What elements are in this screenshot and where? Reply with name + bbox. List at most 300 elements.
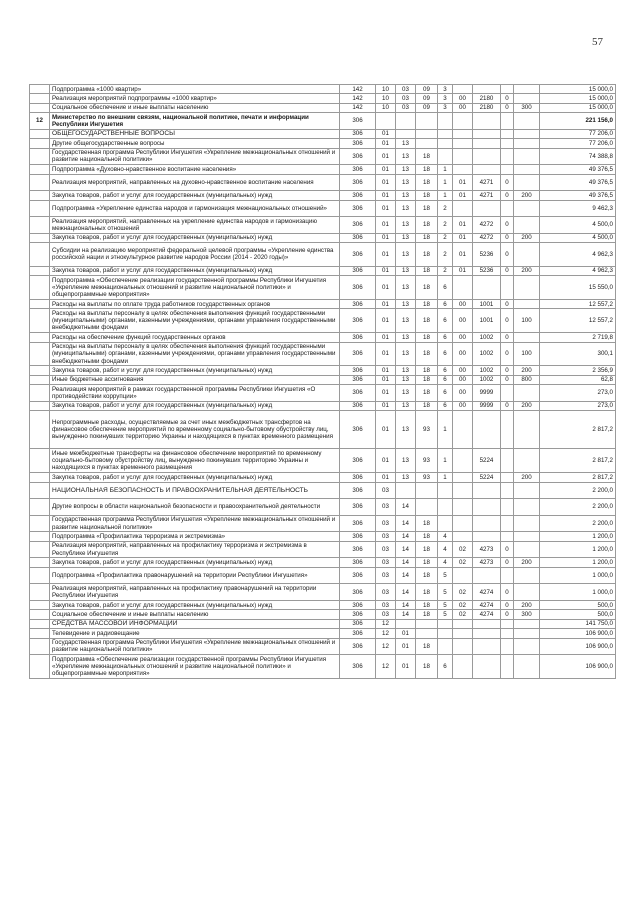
code-direction-cell xyxy=(473,619,501,628)
code-digit-cell xyxy=(501,148,514,165)
code-digit-cell: 0 xyxy=(501,333,514,342)
code-event-cell xyxy=(453,200,473,217)
code-admin-cell: 306 xyxy=(340,148,376,165)
code-program-cell xyxy=(416,139,438,148)
code-section-cell: 10 xyxy=(376,85,396,94)
code-direction-cell xyxy=(473,200,501,217)
code-event-cell xyxy=(453,629,473,638)
code-digit-cell: 0 xyxy=(501,375,514,384)
code-subprogram-cell: 1 xyxy=(438,191,453,200)
code-program-cell: 18 xyxy=(416,174,438,191)
code-program-cell: 18 xyxy=(416,333,438,342)
code-digit-cell xyxy=(501,655,514,679)
budget-table-body xyxy=(30,85,616,679)
code-digit-cell xyxy=(501,499,514,516)
code-program-cell: 18 xyxy=(416,655,438,679)
code-event-cell xyxy=(453,515,473,532)
code-event-cell: 00 xyxy=(453,366,473,375)
code-expense-type-cell: 300 xyxy=(514,610,540,619)
code-direction-cell xyxy=(473,499,501,516)
code-digit-cell xyxy=(501,85,514,94)
code-section-cell: 01 xyxy=(376,333,396,342)
code-program-cell xyxy=(416,499,438,516)
table-row xyxy=(30,333,616,342)
code-subsection-cell: 13 xyxy=(396,266,416,275)
code-direction-cell xyxy=(473,85,501,94)
table-row xyxy=(30,541,616,558)
code-program-cell: 18 xyxy=(416,401,438,410)
code-program-cell: 18 xyxy=(416,342,438,366)
code-digit-cell: 0 xyxy=(501,103,514,112)
code-event-cell: 01 xyxy=(453,217,473,234)
row-name-cell: Подпрограмма «Профилактика терроризма и экстремизма» xyxy=(50,532,340,541)
code-subprogram-cell: 1 xyxy=(438,473,453,482)
code-subprogram-cell: 4 xyxy=(438,541,453,558)
table-row xyxy=(30,85,616,94)
code-event-cell xyxy=(453,113,473,130)
code-event-cell xyxy=(453,85,473,94)
code-direction-cell xyxy=(473,482,501,499)
amount-cell: 49 376,5 xyxy=(540,174,616,191)
amount-cell: 15 000,0 xyxy=(540,85,616,94)
row-number-cell xyxy=(30,276,50,300)
amount-cell: 4 500,0 xyxy=(540,217,616,234)
code-section-cell: 03 xyxy=(376,584,396,601)
code-direction-cell: 1001 xyxy=(473,300,501,309)
row-name-cell: Подпрограмма «Профилактика правонарушений на территории Республики Ингушетия» xyxy=(50,567,340,584)
code-expense-type-cell xyxy=(514,94,540,103)
code-admin-cell: 306 xyxy=(340,515,376,532)
amount-cell: 273,0 xyxy=(540,401,616,410)
row-number-cell xyxy=(30,600,50,609)
code-program-cell: 18 xyxy=(416,309,438,333)
code-section-cell: 01 xyxy=(376,411,396,449)
code-event-cell: 00 xyxy=(453,309,473,333)
amount-cell: 2 200,0 xyxy=(540,499,616,516)
row-name-cell: Расходы на выплаты по оплате труда работников государственных органов xyxy=(50,300,340,309)
code-event-cell: 00 xyxy=(453,333,473,342)
table-row xyxy=(30,113,616,130)
code-admin-cell: 306 xyxy=(340,532,376,541)
table-row xyxy=(30,375,616,384)
code-admin-cell: 306 xyxy=(340,629,376,638)
code-subprogram-cell xyxy=(438,638,453,655)
code-program-cell: 18 xyxy=(416,558,438,567)
code-program-cell: 93 xyxy=(416,449,438,473)
row-name-cell: СРЕДСТВА МАССОВОЙ ИНФОРМАЦИИ xyxy=(50,619,340,628)
table-row xyxy=(30,200,616,217)
code-admin-cell: 306 xyxy=(340,638,376,655)
amount-cell: 106 900,0 xyxy=(540,655,616,679)
code-subsection-cell: 13 xyxy=(396,200,416,217)
code-subprogram-cell: 5 xyxy=(438,584,453,601)
amount-cell: 2 817,2 xyxy=(540,449,616,473)
code-digit-cell xyxy=(501,113,514,130)
code-digit-cell xyxy=(501,200,514,217)
code-direction-cell: 4271 xyxy=(473,174,501,191)
code-section-cell: 01 xyxy=(376,217,396,234)
code-direction-cell xyxy=(473,638,501,655)
code-digit-cell: 0 xyxy=(501,94,514,103)
row-name-cell: Расходы на выплаты персоналу в целях обеспечения выполнения функций государственными (муниципальными) органами, казенными учреждениями, органами управления государственными внебюджетными фондами xyxy=(50,309,340,333)
table-row xyxy=(30,584,616,601)
row-number-cell: 12 xyxy=(30,113,50,130)
code-section-cell: 01 xyxy=(376,300,396,309)
table-row xyxy=(30,411,616,449)
row-name-cell: НАЦИОНАЛЬНАЯ БЕЗОПАСНОСТЬ И ПРАВООХРАНИТЕЛЬНАЯ ДЕЯТЕЛЬНОСТЬ xyxy=(50,482,340,499)
amount-cell: 49 376,5 xyxy=(540,165,616,174)
code-event-cell: 00 xyxy=(453,94,473,103)
code-section-cell xyxy=(376,113,396,130)
code-subprogram-cell: 3 xyxy=(438,94,453,103)
row-number-cell xyxy=(30,638,50,655)
code-subsection-cell: 01 xyxy=(396,655,416,679)
code-section-cell: 12 xyxy=(376,655,396,679)
code-subprogram-cell xyxy=(438,515,453,532)
row-number-cell xyxy=(30,619,50,628)
row-number-cell xyxy=(30,558,50,567)
code-event-cell: 00 xyxy=(453,300,473,309)
code-section-cell: 10 xyxy=(376,94,396,103)
code-admin-cell: 306 xyxy=(340,191,376,200)
code-section-cell: 03 xyxy=(376,499,396,516)
code-event-cell: 02 xyxy=(453,584,473,601)
row-number-cell xyxy=(30,233,50,242)
code-digit-cell xyxy=(501,619,514,628)
code-admin-cell: 306 xyxy=(340,342,376,366)
code-admin-cell: 142 xyxy=(340,85,376,94)
code-subsection-cell: 01 xyxy=(396,629,416,638)
code-section-cell: 01 xyxy=(376,233,396,242)
code-expense-type-cell: 100 xyxy=(514,309,540,333)
row-name-cell: Реализация мероприятий в рамках государственной программы Республики Ингушетия «О противодействии коррупции» xyxy=(50,385,340,402)
code-subprogram-cell: 6 xyxy=(438,333,453,342)
table-row xyxy=(30,567,616,584)
row-name-cell: Субсидии на реализацию мероприятий федеральной целевой программы «Укрепление единства российской нации и этнокультурное развитие народов России (2014 - 2020 годы)» xyxy=(50,243,340,267)
row-name-cell: Реализация мероприятий, направленных на профилактику терроризма и экстремизма в Республике Ингушетия xyxy=(50,541,340,558)
code-subprogram-cell xyxy=(438,129,453,138)
amount-cell: 500,0 xyxy=(540,610,616,619)
code-subprogram-cell: 1 xyxy=(438,449,453,473)
code-subprogram-cell: 3 xyxy=(438,85,453,94)
code-admin-cell: 306 xyxy=(340,385,376,402)
code-event-cell xyxy=(453,655,473,679)
amount-cell: 1 200,0 xyxy=(540,541,616,558)
row-number-cell xyxy=(30,411,50,449)
code-admin-cell: 306 xyxy=(340,174,376,191)
row-number-cell xyxy=(30,567,50,584)
row-number-cell xyxy=(30,366,50,375)
code-admin-cell: 306 xyxy=(340,243,376,267)
row-number-cell xyxy=(30,148,50,165)
amount-cell: 2 200,0 xyxy=(540,515,616,532)
row-number-cell xyxy=(30,309,50,333)
code-section-cell: 01 xyxy=(376,473,396,482)
code-direction-cell: 9999 xyxy=(473,385,501,402)
code-admin-cell: 306 xyxy=(340,499,376,516)
code-subprogram-cell: 6 xyxy=(438,300,453,309)
code-section-cell: 01 xyxy=(376,165,396,174)
code-event-cell xyxy=(453,638,473,655)
code-subsection-cell: 14 xyxy=(396,610,416,619)
row-number-cell xyxy=(30,499,50,516)
code-subsection-cell: 14 xyxy=(396,558,416,567)
code-subprogram-cell xyxy=(438,629,453,638)
row-name-cell: Подпрограмма «Обеспечение реализации государственной программы Республики Ингушетия «Укрепление межнациональных отношений и развитие национальной политики» и общепрограммные мероприятия» xyxy=(50,276,340,300)
row-number-cell xyxy=(30,266,50,275)
code-subsection-cell: 14 xyxy=(396,532,416,541)
code-subsection-cell: 13 xyxy=(396,217,416,234)
row-number-cell xyxy=(30,375,50,384)
row-name-cell: Закупка товаров, работ и услуг для государственных (муниципальных) нужд xyxy=(50,401,340,410)
amount-cell: 1 000,0 xyxy=(540,567,616,584)
table-row xyxy=(30,94,616,103)
code-digit-cell: 0 xyxy=(501,401,514,410)
code-event-cell xyxy=(453,482,473,499)
code-admin-cell: 306 xyxy=(340,217,376,234)
code-section-cell: 01 xyxy=(376,129,396,138)
code-event-cell: 00 xyxy=(453,401,473,410)
amount-cell: 2 356,9 xyxy=(540,366,616,375)
code-program-cell xyxy=(416,482,438,499)
code-digit-cell: 0 xyxy=(501,174,514,191)
code-program-cell: 18 xyxy=(416,584,438,601)
code-subprogram-cell xyxy=(438,482,453,499)
code-subsection-cell: 13 xyxy=(396,309,416,333)
code-event-cell xyxy=(453,567,473,584)
table-row xyxy=(30,499,616,516)
code-digit-cell xyxy=(501,165,514,174)
code-direction-cell: 4274 xyxy=(473,600,501,609)
code-digit-cell: 0 xyxy=(501,558,514,567)
code-subprogram-cell: 4 xyxy=(438,558,453,567)
table-row xyxy=(30,129,616,138)
code-admin-cell: 306 xyxy=(340,541,376,558)
amount-cell: 77 206,0 xyxy=(540,139,616,148)
code-expense-type-cell xyxy=(514,482,540,499)
code-expense-type-cell xyxy=(514,165,540,174)
code-subsection-cell: 13 xyxy=(396,233,416,242)
code-event-cell xyxy=(453,499,473,516)
code-expense-type-cell xyxy=(514,515,540,532)
code-expense-type-cell: 800 xyxy=(514,375,540,384)
code-direction-cell xyxy=(473,129,501,138)
code-section-cell: 01 xyxy=(376,342,396,366)
code-section-cell: 01 xyxy=(376,309,396,333)
code-event-cell xyxy=(453,276,473,300)
row-number-cell xyxy=(30,200,50,217)
code-event-cell xyxy=(453,473,473,482)
code-event-cell: 01 xyxy=(453,233,473,242)
code-program-cell: 18 xyxy=(416,217,438,234)
table-row xyxy=(30,139,616,148)
row-name-cell: Реализация мероприятий подпрограммы «1000 квартир» xyxy=(50,94,340,103)
code-digit-cell xyxy=(501,449,514,473)
budget-table xyxy=(29,84,616,679)
code-admin-cell: 306 xyxy=(340,276,376,300)
code-subprogram-cell: 1 xyxy=(438,411,453,449)
code-subprogram-cell: 6 xyxy=(438,276,453,300)
code-expense-type-cell xyxy=(514,385,540,402)
code-section-cell: 03 xyxy=(376,515,396,532)
amount-cell: 273,0 xyxy=(540,385,616,402)
code-event-cell: 00 xyxy=(453,342,473,366)
code-expense-type-cell: 200 xyxy=(514,266,540,275)
code-subsection-cell: 01 xyxy=(396,638,416,655)
table-row xyxy=(30,148,616,165)
code-admin-cell: 306 xyxy=(340,401,376,410)
code-admin-cell: 306 xyxy=(340,449,376,473)
code-section-cell: 01 xyxy=(376,139,396,148)
code-digit-cell xyxy=(501,385,514,402)
code-event-cell: 00 xyxy=(453,375,473,384)
code-direction-cell: 4271 xyxy=(473,191,501,200)
code-section-cell: 01 xyxy=(376,276,396,300)
row-number-cell xyxy=(30,342,50,366)
row-number-cell xyxy=(30,515,50,532)
row-name-cell: Закупка товаров, работ и услуг для государственных (муниципальных) нужд xyxy=(50,600,340,609)
code-event-cell: 00 xyxy=(453,385,473,402)
code-direction-cell xyxy=(473,567,501,584)
code-subsection-cell: 14 xyxy=(396,499,416,516)
code-expense-type-cell: 200 xyxy=(514,558,540,567)
code-expense-type-cell: 200 xyxy=(514,401,540,410)
row-name-cell: Закупка товаров, работ и услуг для государственных (муниципальных) нужд xyxy=(50,233,340,242)
row-name-cell: Подпрограмма «1000 квартир» xyxy=(50,85,340,94)
code-direction-cell: 2180 xyxy=(473,94,501,103)
row-number-cell xyxy=(30,94,50,103)
code-subprogram-cell: 6 xyxy=(438,385,453,402)
code-expense-type-cell xyxy=(514,532,540,541)
code-direction-cell: 1002 xyxy=(473,333,501,342)
code-admin-cell: 306 xyxy=(340,600,376,609)
code-event-cell: 01 xyxy=(453,191,473,200)
code-digit-cell: 0 xyxy=(501,217,514,234)
code-digit-cell: 0 xyxy=(501,243,514,267)
row-name-cell: Закупка товаров, работ и услуг для государственных (муниципальных) нужд xyxy=(50,266,340,275)
code-expense-type-cell xyxy=(514,113,540,130)
amount-cell: 1 000,0 xyxy=(540,584,616,601)
table-row xyxy=(30,385,616,402)
code-expense-type-cell xyxy=(514,333,540,342)
code-section-cell: 01 xyxy=(376,385,396,402)
code-subsection-cell xyxy=(396,113,416,130)
amount-cell: 4 962,3 xyxy=(540,266,616,275)
code-program-cell: 18 xyxy=(416,567,438,584)
code-subprogram-cell: 2 xyxy=(438,233,453,242)
code-admin-cell: 306 xyxy=(340,411,376,449)
row-name-cell: Подпрограмма «Обеспечение реализации государственной программы Республики Ингушетия «Укрепление межнациональных отношений и развитие национальной политики» и общепрограммные мероприятия» xyxy=(50,655,340,679)
code-subprogram-cell: 3 xyxy=(438,103,453,112)
code-event-cell: 02 xyxy=(453,610,473,619)
code-expense-type-cell: 100 xyxy=(514,342,540,366)
code-digit-cell: 0 xyxy=(501,600,514,609)
table-row xyxy=(30,174,616,191)
amount-cell: 106 900,0 xyxy=(540,638,616,655)
code-subprogram-cell: 6 xyxy=(438,375,453,384)
row-number-cell xyxy=(30,129,50,138)
code-digit-cell: 0 xyxy=(501,266,514,275)
table-row xyxy=(30,532,616,541)
code-subprogram-cell xyxy=(438,113,453,130)
code-expense-type-cell: 200 xyxy=(514,366,540,375)
code-subprogram-cell: 2 xyxy=(438,243,453,267)
code-subsection-cell: 13 xyxy=(396,300,416,309)
code-section-cell: 12 xyxy=(376,638,396,655)
code-direction-cell: 4274 xyxy=(473,584,501,601)
code-subsection-cell: 14 xyxy=(396,515,416,532)
code-subprogram-cell: 6 xyxy=(438,655,453,679)
code-program-cell: 18 xyxy=(416,610,438,619)
code-direction-cell xyxy=(473,148,501,165)
code-subsection-cell: 13 xyxy=(396,174,416,191)
code-program-cell: 18 xyxy=(416,385,438,402)
code-direction-cell xyxy=(473,532,501,541)
amount-cell: 1 200,0 xyxy=(540,558,616,567)
code-subprogram-cell: 2 xyxy=(438,200,453,217)
row-name-cell: Социальное обеспечение и иные выплаты населению xyxy=(50,610,340,619)
code-subsection-cell: 13 xyxy=(396,411,416,449)
row-number-cell xyxy=(30,541,50,558)
code-subsection-cell: 13 xyxy=(396,366,416,375)
code-expense-type-cell xyxy=(514,411,540,449)
code-digit-cell xyxy=(501,139,514,148)
code-expense-type-cell xyxy=(514,449,540,473)
row-number-cell xyxy=(30,584,50,601)
table-row xyxy=(30,300,616,309)
row-number-cell xyxy=(30,191,50,200)
table-row xyxy=(30,600,616,609)
code-subsection-cell xyxy=(396,619,416,628)
code-section-cell: 12 xyxy=(376,619,396,628)
code-event-cell: 02 xyxy=(453,541,473,558)
row-number-cell xyxy=(30,85,50,94)
row-number-cell xyxy=(30,629,50,638)
code-section-cell: 01 xyxy=(376,375,396,384)
code-program-cell: 18 xyxy=(416,165,438,174)
code-digit-cell: 0 xyxy=(501,342,514,366)
code-subsection-cell: 14 xyxy=(396,567,416,584)
table-row xyxy=(30,342,616,366)
code-event-cell xyxy=(453,532,473,541)
code-expense-type-cell xyxy=(514,499,540,516)
table-row xyxy=(30,276,616,300)
code-section-cell: 03 xyxy=(376,532,396,541)
code-subsection-cell: 13 xyxy=(396,333,416,342)
code-expense-type-cell: 200 xyxy=(514,600,540,609)
code-direction-cell xyxy=(473,139,501,148)
code-digit-cell: 0 xyxy=(501,300,514,309)
code-expense-type-cell xyxy=(514,129,540,138)
code-expense-type-cell xyxy=(514,217,540,234)
code-subprogram-cell: 4 xyxy=(438,532,453,541)
code-expense-type-cell xyxy=(514,655,540,679)
code-admin-cell: 306 xyxy=(340,655,376,679)
code-subsection-cell: 03 xyxy=(396,103,416,112)
code-direction-cell xyxy=(473,629,501,638)
code-subsection-cell: 13 xyxy=(396,342,416,366)
code-direction-cell xyxy=(473,655,501,679)
code-admin-cell: 306 xyxy=(340,375,376,384)
table-row xyxy=(30,558,616,567)
code-subsection-cell: 13 xyxy=(396,148,416,165)
code-admin-cell: 306 xyxy=(340,584,376,601)
code-expense-type-cell xyxy=(514,541,540,558)
code-admin-cell: 306 xyxy=(340,139,376,148)
code-program-cell xyxy=(416,629,438,638)
code-direction-cell xyxy=(473,165,501,174)
table-row xyxy=(30,629,616,638)
